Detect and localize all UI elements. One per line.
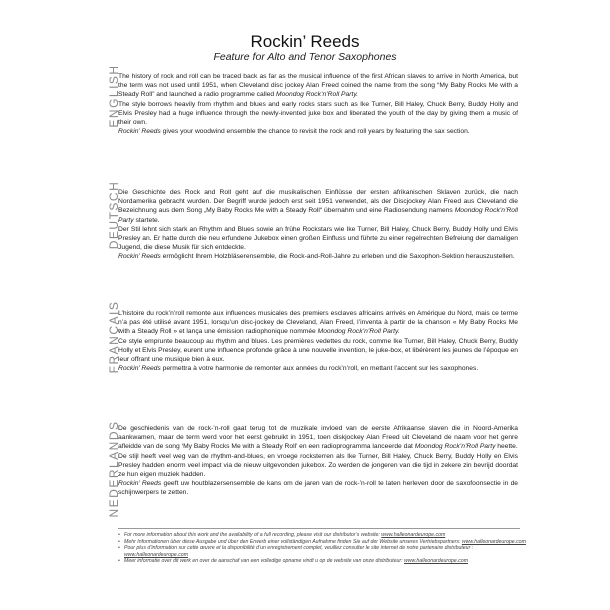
paragraph: Rockin’ Reeds geeft uw houtblazersensemble de kans om de jaren van de rock-’n-roll te laten herleven door de saxofoonsectie in de schijnwerpers te zetten. xyxy=(118,480,519,497)
paragraph: De stijl heeft veel weg van de rhythm-and-blues, en vroege rocksterren als Ike Turner, Bill Haley, Chuck Berry, Buddy Holly en Elvis Presley hadden enorm veel impact via de nieuw uitgevonden jukebox. Zo werden de jongeren van die tijd in zekere zin bevrijd doordat ze hun eigen muziek hadden. xyxy=(118,452,518,479)
paragraph: Der Stil lehnt sich stark an Rhythm and Blues sowie an frühe Rockstars wie Ike Turner, Bill Haley, Chuck Berry, Buddy Holly und Elvis Presley an. Er hatte durch die neu erfundene Jukebox einen großen Einfluss und führte zu einer regelrechten Befreiung der damaligen Jugend, die diese Musik für sich entdeckte. xyxy=(118,225,518,252)
language-label-francais: FRANÇAIS xyxy=(107,300,121,374)
paragraph: The history of rock and roll can be traced back as far as the musical influence of the first African slaves to arrive in North America, but the term was not used until 1951, when Cleveland disc jockey Alan Freed coined the name from the song “My Baby Rocks Me with a Steady Roll” and launched a radio programme called Moondog Rock’n’Roll Party. xyxy=(118,73,518,99)
distributor-link[interactable]: www.halleonardeurope.com xyxy=(381,532,446,538)
distributor-link[interactable]: www.halleonardeurope.com xyxy=(124,551,189,558)
note-francais: • Pour plus d’information sur cette œuvre et la disponibilité d’un enregistrement complet, veuillez consulter le site internet de notre partenaire distributeur : www.halleonardeurope.com xyxy=(118,545,528,558)
language-label-english: ENGLISH xyxy=(107,64,121,128)
language-label-nederlands: NEDERLANDS xyxy=(107,420,121,518)
section-francais xyxy=(118,309,518,373)
note-english: • For more information about this work and the availability of a full recording, please visit our distributor’s website: www.halleonardeurope.com xyxy=(118,532,528,539)
distributor-link[interactable]: www.halleonardeurope.com xyxy=(461,538,526,545)
paragraph: Die Geschichte des Rock and Roll geht auf die musikalischen Einflüsse der ersten afrikanischen Sklaven zurück, die nach Nordamerika gebracht wurden. Der Begriff wurde jedoch erst seit 1951 verwendet, als der Discjockey Alan Freed aus Cleveland die Bezeichnung aus dem Song „My Baby Rocks Me with a Steady Roll“ übernahm und eine Radiosendung namens Moondog Rock’n’Roll Party startete. xyxy=(118,189,518,224)
paragraph: L’histoire du rock’n’roll remonte aux influences musicales des premiers esclaves africains arrivés en Amérique du Nord, mais ce terme n’a pas été utilisé avant 1951, lorsqu’un disc-jockey de Cleveland, Alan Freed, l’inventa à partir de la chanson « My Baby Rocks Me with a Steady Roll » et lança une émission radiophonique nommée Moondog Rock’n’Roll Party. xyxy=(118,310,518,336)
section-nederlands xyxy=(118,424,518,498)
page-subtitle: Feature for Alto and Tenor Saxophones xyxy=(213,51,397,63)
paragraph: The style borrows heavily from rhythm and blues and early rocks stars such as Ike Turner, Bill Haley, Chuck Berry, Buddy Holly and Elvis Presley had a huge influence through the newly-invented juke box and liberated the youth of the day by giving them a music of their own. xyxy=(118,100,518,127)
distributor-notes xyxy=(118,532,528,565)
section-deutsch xyxy=(118,188,518,262)
note-deutsch: • Mehr Informationen über diese Ausgabe und über den Erwerb einer vollständigen Aufnahme finden Sie auf der Website unseres Vertriebspartners: www.halleonardeurope.com xyxy=(118,539,528,546)
footer-divider xyxy=(118,528,520,529)
paragraph: Rockin’ Reeds permettra à votre harmonie de remonter aux années du rock’n’roll, en mettant l’accent sur les saxophones. xyxy=(118,365,479,373)
page-title: Rockin’ Reeds xyxy=(250,32,360,51)
paragraph: Rockin’ Reeds ermöglicht Ihrem Holzbläserensemble, die Rock-and-Roll-Jahre zu erleben und die Saxophon-Sektion herauszustellen. xyxy=(118,253,515,261)
paragraph: Ce style emprunte beaucoup au rhythm and blues. Les premières vedettes du rock, comme Ike Turner, Bill Haley, Chuck Berry, Buddy Holly et Elvis Presley, eurent une influence profonde grâce à une nouvelle invention, le juke-box, et libérèrent les jeunes de l’époque en leur offrant une musique bien à eux. xyxy=(118,337,518,364)
section-english xyxy=(118,72,518,136)
paragraph: Rockin’ Reeds gives your woodwind ensemble the chance to revisit the rock and roll years by featuring the sax section. xyxy=(118,128,470,136)
distributor-link[interactable]: www.halleonardeurope.com xyxy=(404,558,469,565)
language-label-deutsch: DEUTSCH xyxy=(107,180,121,250)
paragraph: De geschiedenis van de rock-’n-roll gaat terug tot de muzikale invloed van de eerste Afrikaanse slaven die in Noord-Amerika aankwamen, maar de term werd voor het eerst gebruikt in 1951, toen diskjockey Alan Freed uit Cleveland de naam voor het genre afleidde van de song ‘My Baby Rocks Me with a Steady Roll’ en een radioprogramma lanceerde dat Moondog Rock’n’Roll Party heette. xyxy=(118,425,518,451)
note-nederlands: • Meer informatie over dit werk en over de aanschaf van een volledige opname vindt u op de website van onze distributeur: www.halleonardeurope.com xyxy=(118,558,528,565)
